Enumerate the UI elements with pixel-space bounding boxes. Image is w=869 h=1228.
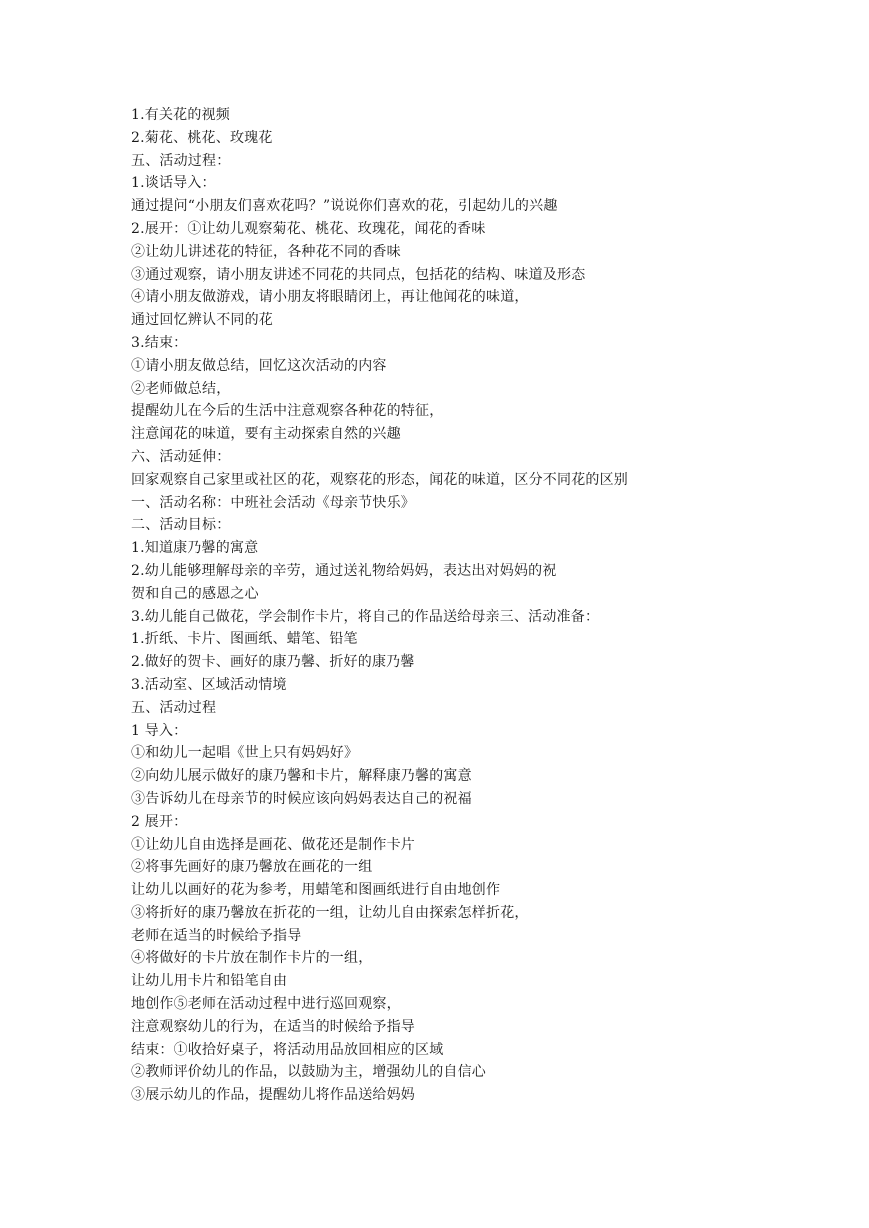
text-line: 1.谈话导入：	[131, 175, 216, 192]
text-line: 2.做好的贺卡、画好的康乃馨、折好的康乃馨	[131, 654, 415, 671]
text-line: 提醒幼儿在今后的生活中注意观察各种花的特征，	[131, 403, 444, 420]
text-line: ②让幼儿讲述花的特征，各种花不同的香味	[131, 243, 401, 260]
text-line: ②将事先画好的康乃馨放在画花的一组	[131, 859, 373, 876]
text-line: ③将折好的康乃馨放在折花的一组，让幼儿自由探索怎样折花，	[131, 904, 529, 921]
text-line: 3.结束：	[131, 334, 188, 351]
text-line: 让幼儿用卡片和铅笔自由	[131, 973, 288, 990]
text-line: 结束：①收拾好桌子，将活动用品放回相应的区域	[131, 1041, 444, 1058]
text-line: 2.展开：①让幼儿观察菊花、桃花、玫瑰花，闻花的香味	[131, 220, 486, 237]
section-heading: 五、活动过程：	[131, 152, 231, 169]
text-line: 3.活动室、区域活动情境	[131, 676, 287, 693]
text-line: 注意观察幼儿的行为，在适当的时候给予指导	[131, 1018, 415, 1035]
section-heading: 五、活动过程	[131, 699, 217, 716]
text-line: ④请小朋友做游戏，请小朋友将眼睛闭上，再让他闻花的味道，	[131, 289, 529, 306]
text-line: 回家观察自己家里或社区的花，观察花的形态，闻花的味道，区分不同花的区别	[131, 471, 628, 488]
text-line: ②教师评价幼儿的作品，以鼓励为主，增强幼儿的自信心	[131, 1064, 486, 1081]
text-line: 通过提问“小朋友们喜欢花吗？”说说你们喜欢的花，引起幼儿的兴趣	[131, 198, 558, 215]
text-line: 1.知道康乃馨的寓意	[131, 540, 259, 557]
text-line: 2 展开：	[131, 813, 188, 830]
text-line: ①请小朋友做总结，回忆这次活动的内容	[131, 357, 387, 374]
section-heading: 二、活动目标：	[131, 517, 231, 534]
text-line: ②向幼儿展示做好的康乃馨和卡片，解释康乃馨的寓意	[131, 768, 472, 785]
text-line: 1 导入：	[131, 722, 188, 739]
text-line: ③告诉幼儿在母亲节的时候应该向妈妈表达自己的祝福	[131, 790, 472, 807]
text-line: 通过回忆辨认不同的花	[131, 312, 273, 329]
text-line: 贺和自己的感恩之心	[131, 585, 259, 602]
text-line: ②老师做总结，	[131, 380, 231, 397]
section-heading: 一、活动名称：中班社会活动《母亲节快乐》	[131, 494, 415, 511]
text-line: 老师在适当的时候给予指导	[131, 927, 302, 944]
text-line: 2.幼儿能够理解母亲的辛劳，通过送礼物给妈妈，表达出对妈妈的祝	[131, 562, 557, 579]
text-line: ①让幼儿自由选择是画花、做花还是制作卡片	[131, 836, 415, 853]
text-line: ①和幼儿一起唱《世上只有妈妈好》	[131, 745, 359, 762]
text-line: ③通过观察，请小朋友讲述不同花的共同点，包括花的结构、味道及形态	[131, 266, 586, 283]
text-line: 2.菊花、桃花、玫瑰花	[131, 129, 273, 146]
text-line: 1.有关花的视频	[131, 107, 230, 123]
text-line: 注意闻花的味道，要有主动探索自然的兴趣	[131, 426, 401, 443]
text-line: ③展示幼儿的作品，提醒幼儿将作品送给妈妈	[131, 1087, 415, 1104]
text-line: ④将做好的卡片放在制作卡片的一组，	[131, 950, 373, 967]
document-body	[131, 104, 831, 1107]
text-line: 3.幼儿能自己做花，学会制作卡片，将自己的作品送给母亲三、活动准备：	[131, 608, 600, 625]
section-heading: 六、活动延伸：	[131, 448, 231, 465]
text-line: 让幼儿以画好的花为参考，用蜡笔和图画纸进行自由地创作	[131, 882, 501, 899]
text-line: 1.折纸、卡片、图画纸、蜡笔、铅笔	[131, 631, 358, 648]
text-line: 地创作⑤老师在活动过程中进行巡回观察，	[131, 996, 401, 1013]
